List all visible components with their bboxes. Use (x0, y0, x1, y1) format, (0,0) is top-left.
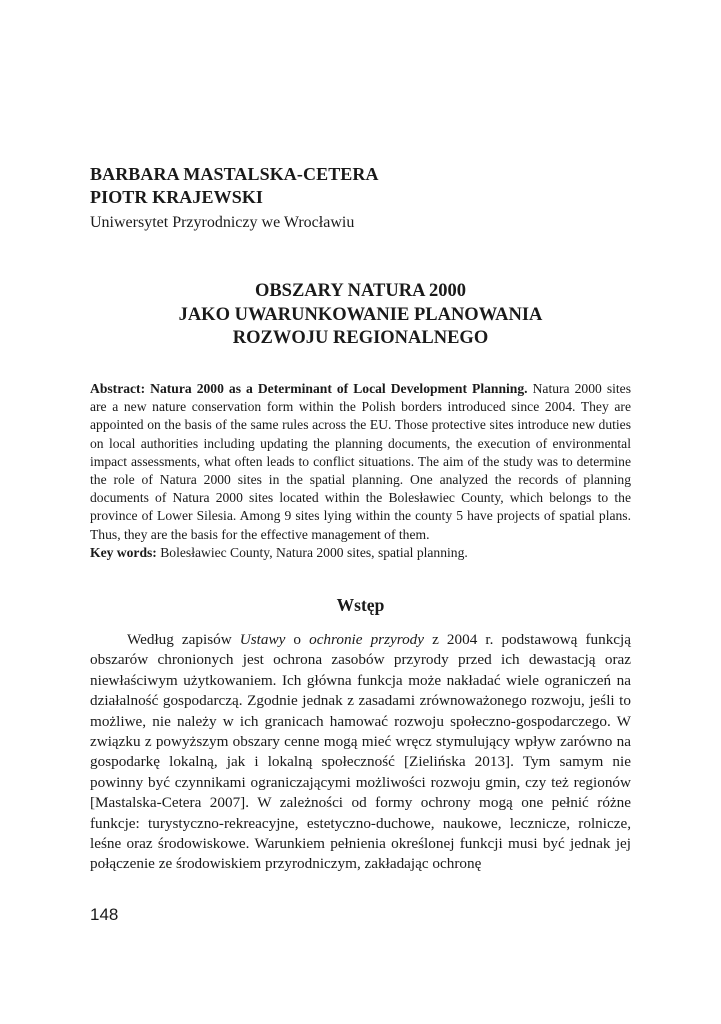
paper-title (90, 280, 631, 351)
text-run: z 2004 r. podstawową funkcją obszarów chronionych jest ochrona zasobów przyrody przed ich dewastacją oraz niewłaściwym użytkowaniem. Ich główna funkcja może nakładać wiele ograniczeń na działalność gospodarczą. Zgodnie jednak z zasadami zrównoważonego rozwoju, jeśli to możliwe, nie należy w ich granicach hamować rozwoju społeczno-gospodarczego. W związku z powyższym obszary cenne mogą mieć wręcz stymulujący wpływ zarówno na gospodarkę lokalną, jak i lokalną społeczność [Zielińska 2013]. Tym samym nie powinny być czynnikami ograniczającymi możliwości rozwoju gmin, czy też regionów [Mastalska-Cetera 2007]. W zależności od formy ochrony mogą one pełnić różne funkcje: turystyczno-rekreacyjne, estetyczno-duchowe, naukowe, lecznicze, rolnicze, leśne oraz środowiskowe. Warunkiem pełnienia określonej funkcji musi być jednak jej połączenie ze środowiskiem przyrodniczym, zakładając ochronę (90, 631, 631, 873)
body-text (90, 630, 631, 875)
page-number: 148 (90, 905, 119, 924)
body-paragraph (90, 630, 631, 875)
affiliation: Uniwersytet Przyrodniczy we Wrocławiu (90, 214, 355, 231)
keywords-text: Bolesławiec County, Natura 2000 sites, spatial planning. (156, 544, 468, 560)
title-line: OBSZARY NATURA 2000 (254, 281, 467, 301)
title-line: ROZWOJU REGIONALNEGO (232, 328, 489, 348)
title-line: JAKO UWARUNKOWANIE PLANOWANIA (178, 304, 543, 325)
abstract-label: Abstract: Natura 2000 as a Determinant of Local Development Planning. (90, 381, 528, 396)
text-run: o (285, 631, 310, 648)
italic-run: Ustawy (239, 631, 286, 648)
author-name: PIOTR KRAJEWSKI (90, 187, 264, 207)
italic-run: ochronie przyrody (309, 631, 425, 648)
keywords-paragraph (90, 544, 631, 562)
abstract-text: Natura 2000 sites are a new nature conservation form within the Polish borders introduced since 2004. They are appointed on the basis of the same rules across the EU. Those protective sites introduce new duties on local authorities including updating the planning documents, the execution of environmental impact assessments, what often leads to conflict situations. The aim of the study was to determine the role of Natura 2000 sites in the spatial planning. One analyzed the records of planning documents of Natura 2000 sites located within the Bolesławiec County, which belongs to the province of Lower Silesia. Among 9 sites lying within the county 5 have projects of spatial plans. Thus, they are the basis for the effective management of them. (90, 381, 631, 542)
text-run: Według zapisów (127, 631, 240, 648)
keywords-label: Key words: (90, 544, 157, 560)
authors-block (90, 163, 379, 209)
abstract (90, 380, 631, 562)
section-heading: Wstęp (336, 595, 385, 615)
author-name: BARBARA MASTALSKA-CETERA (90, 164, 379, 184)
abstract-paragraph (90, 380, 631, 544)
